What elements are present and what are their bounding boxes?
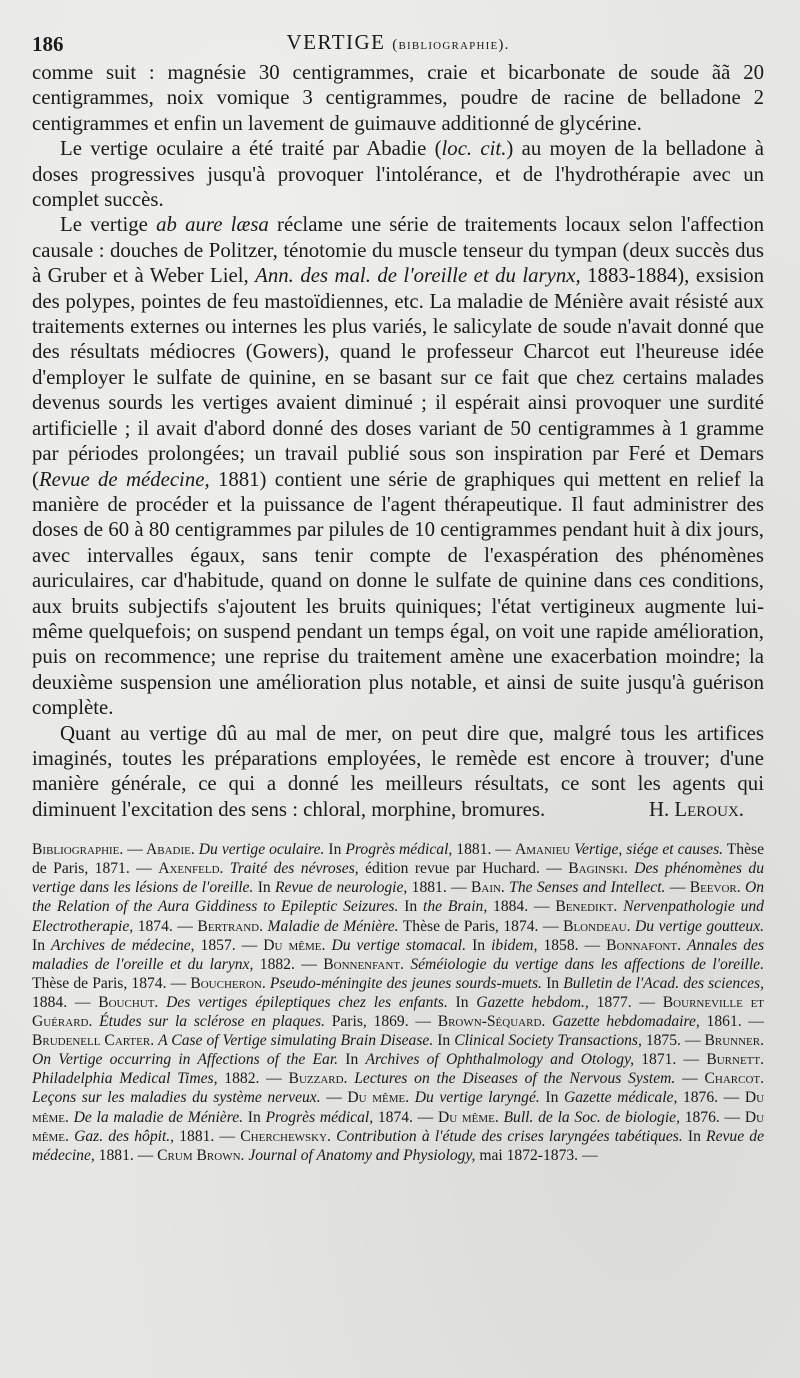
- bibliography-text: In: [324, 841, 346, 859]
- bibliography-journal: Archives de médecine,: [51, 936, 195, 954]
- paragraph-3: [32, 212, 764, 720]
- bibliography-journal: Clinical Society Transactions,: [454, 1032, 642, 1050]
- bibliography-title: Du vertige stomacal.: [331, 936, 467, 954]
- paragraph-4-text: Quant au vertige dû au mal de mer, on peut dire que, malgré tous les artifices imaginés, toutes les préparations employées, le remède est encore à trouver; d'une manière générale, ce qui a donné les meilleurs résultats, ce sont les agents qui diminuent l'excitation des sens : chloral, morphine, bromures.: [32, 721, 764, 821]
- bibliography-text: Thèse de Paris, 1871. —: [32, 841, 764, 878]
- bibliography-journal: Revue de neurologie,: [275, 879, 408, 897]
- bibliography-author: Blondeau.: [563, 917, 636, 935]
- bibliography-title: Gazette hebdomadaire,: [552, 1013, 700, 1031]
- bibliography-title: On Vertige occurring in Affections of the Ear.: [32, 1051, 339, 1069]
- bibliography-title: A Case of Vertige simulating Brain Disease.: [158, 1032, 434, 1050]
- bibliography-title: Du vertige oculaire.: [198, 841, 325, 859]
- bibliography-title: Vertige, siége et causes.: [574, 841, 724, 859]
- bibliography-author: Du même.: [437, 1108, 504, 1126]
- bibliography-entry: [146, 841, 515, 858]
- bibliography-title: Journal of Anatomy and Physiology,: [248, 1146, 476, 1164]
- bibliography-entry: [157, 1147, 597, 1164]
- bibliography-text: In: [398, 898, 423, 916]
- bibliography-title: Contribution à l'étude des crises laryngées tabétiques.: [336, 1127, 683, 1145]
- bibliography-text: 1861. —: [699, 1013, 764, 1031]
- running-title-subtitle: (bibliographie).: [392, 37, 510, 53]
- bibliography-author: Abadie.: [146, 841, 199, 859]
- bibliography-text: 1882. —: [217, 1070, 289, 1088]
- bibliography-text: 1876. —: [680, 1108, 745, 1126]
- bibliography-author: Crum Brown.: [157, 1146, 249, 1164]
- bibliography-text: édition revue par Huchard. —: [358, 860, 569, 878]
- running-head: [32, 28, 764, 60]
- bibliography-title: Du vertige goutteux.: [635, 917, 765, 935]
- author-signature: H. Leroux.: [649, 797, 744, 821]
- bibliography-author: Brunner.: [704, 1032, 764, 1050]
- bibliography-author: Amanieu: [514, 841, 575, 859]
- bibliography-text: 1881. —: [407, 879, 471, 897]
- bibliography-journal: Revue de médecine,: [32, 1127, 765, 1164]
- bibliography-entry: [32, 1032, 704, 1049]
- bibliography-journal: Progrès médical,: [345, 841, 453, 859]
- bibliography-text: 1877. —: [588, 993, 663, 1011]
- bibliography-author: Beevor.: [689, 879, 745, 897]
- bibliography-author: Du même.: [263, 936, 332, 954]
- bibliography-text: mai 1872-1873. —: [475, 1146, 598, 1164]
- bibliography-entry: [347, 1089, 744, 1106]
- bibliography-text: —: [665, 879, 690, 897]
- bibliography-text: 1881. —: [452, 841, 515, 859]
- bibliography-journal: ibidem,: [491, 936, 538, 954]
- bibliography-text: In: [541, 974, 564, 992]
- bibliography-entry: [289, 1070, 705, 1087]
- bibliography-text: In: [466, 936, 492, 954]
- bibliography-text: 1882. —: [253, 955, 324, 973]
- bibliography-entry: [98, 994, 663, 1011]
- bibliography-text: 1874. —: [373, 1108, 438, 1126]
- bibliography-entry: [438, 1109, 745, 1126]
- bibliography-text: In: [253, 879, 276, 897]
- bibliography-title: Lectures on the Diseases of the Nervous System.: [354, 1070, 676, 1088]
- bibliography-title: Études sur la sclérose en plaques.: [99, 1013, 325, 1031]
- bibliography-author: Axenfeld.: [158, 860, 230, 878]
- bibliography-title: Des vertiges épileptiques chez les enfants.: [166, 993, 448, 1011]
- bibliography-journal: Gazette hebdom.,: [476, 993, 589, 1011]
- paragraph-1: comme suit : magnésie 30 centigrammes, craie et bicarbonate de soude ãã 20 centigrammes, noix vomique 3 centigrammes, poudre de racine de belladone 2 centigrammes et enfin un lavement de guimauve additionné de glycérine.: [32, 61, 764, 135]
- paragraph-4: [32, 721, 764, 823]
- bibliography-author: Du même.: [347, 1089, 415, 1107]
- bibliography-text: —: [675, 1070, 705, 1088]
- running-title: [32, 30, 764, 55]
- page-number: 186: [32, 32, 64, 56]
- bibliography-text: In: [243, 1108, 266, 1126]
- bibliography-text: Thèse de Paris, 1874. —: [32, 974, 191, 992]
- paragraph-3-text-a: Le vertige: [60, 213, 157, 237]
- bibliography-text: 1884. —: [32, 993, 99, 1011]
- bibliography-author: Bonnenfant.: [323, 955, 411, 973]
- bibliography-entry: [438, 1013, 764, 1030]
- bibliography-author: Bourneville et Guérard.: [32, 993, 765, 1031]
- paragraph-2-italic: loc. cit.: [441, 137, 507, 161]
- running-title-main: VERTIGE: [286, 30, 386, 54]
- bibliography-title: Maladie de Ménière.: [267, 917, 399, 935]
- bibliography-text: In: [447, 993, 477, 1011]
- bibliography-journal: Bulletin de l'Acad. des sciences,: [563, 974, 764, 992]
- bibliography-journal: Archives of Ophthalmology and Otology,: [365, 1051, 635, 1069]
- bibliography-journal: the Brain,: [422, 898, 488, 916]
- bibliography-text: 1874. —: [133, 917, 198, 935]
- bibliography-author: Du même.: [32, 1089, 765, 1126]
- bibliography-entry: [197, 918, 563, 935]
- bibliography-author: Bonnafont.: [606, 936, 687, 954]
- bibliography-title: Du vertige laryngé.: [414, 1089, 540, 1107]
- bibliography-text: 1884. —: [487, 898, 556, 916]
- bibliography-author: Buzzard.: [288, 1070, 355, 1088]
- paragraph-3-italic-3: Revue de médecine,: [38, 467, 210, 491]
- bibliography-text: Paris, 1869. —: [324, 1013, 438, 1031]
- paragraph-2: [32, 136, 764, 212]
- bibliography-text: In: [539, 1089, 564, 1107]
- bibliography-author: Benedikt.: [555, 898, 624, 916]
- bibliography-title: Pseudo-méningite des jeunes sourds-muets.: [269, 974, 542, 992]
- bibliography-author: Brudenell Carter.: [32, 1032, 159, 1050]
- bibliography-title: De la maladie de Ménière.: [73, 1108, 244, 1126]
- bibliography-text: 1881. —: [174, 1127, 241, 1145]
- bibliography-text: 1876. —: [677, 1089, 745, 1107]
- bibliography-title: The Senses and Intellect.: [509, 879, 666, 897]
- bibliography-journal: Gazette médicale,: [563, 1089, 678, 1107]
- bibliography-text: In: [32, 936, 52, 954]
- bibliography-title: Annales des maladies de l'oreille et du larynx,: [32, 936, 765, 973]
- bibliography-journal: Progrès médical,: [265, 1108, 374, 1126]
- bibliography-text: —: [320, 1089, 348, 1107]
- bibliography-lead: Bibliographie. —: [32, 841, 147, 859]
- paragraph-3-italic-2: Ann. des mal. de l'oreille et du larynx,: [255, 264, 581, 288]
- bibliography-author: Cherchewsky.: [240, 1127, 337, 1145]
- bibliography-author: Boucheron.: [190, 974, 270, 992]
- bibliography-author: Du même.: [32, 1108, 765, 1145]
- bibliography-text: 1871. —: [634, 1051, 707, 1069]
- paragraph-2-text-a: Le vertige oculaire a été traité par Abadie (: [60, 137, 442, 161]
- bibliography-entry: [263, 937, 606, 954]
- bibliography-text: Thèse de Paris, 1874. —: [398, 917, 564, 935]
- bibliography-author: Bain.: [470, 879, 510, 897]
- paragraph-3-text-d: 1881) contient une série de graphiques qui mettent en relief la manière de procéder et la puissance de l'agent thérapeutique. Il faut administrer des doses de 60 à 80 centigrammes par pilules de 10 centigrammes pendant huit à dix jours, avec intervalles égaux, sans tenir compte de l'exaspération des phénomènes auriculaires, car d'habitude, quand on donne le sulfate de quinine dans ces conditions, aux bruits subjectifs s'ajoutent les bruits quiniques; l'état vertigineux augmente lui-même quelquefois; on suspend pendant un temps égal, on voit une rapide amélioration, puis on recommence; une reprise du traitement amène une exacerbation moindre; la deuxième suspension une amélioration plus notable, et ainsi de suite jusqu'à guérison complète.: [32, 467, 764, 720]
- bibliography-title: Traité des névroses,: [229, 860, 359, 878]
- bibliography-author: Brown-Séquard.: [437, 1013, 553, 1031]
- bibliography-title: Gaz. des hôpit.,: [74, 1127, 175, 1145]
- bibliography-title: Leçons sur les maladies du système nerveux.: [32, 1089, 321, 1107]
- bibliography-text: 1858. —: [537, 936, 607, 954]
- bibliography-title: Philadelphia Medical Times,: [32, 1070, 218, 1088]
- bibliography-title: Bull. de la Soc. de biologie,: [503, 1108, 680, 1126]
- body-text: [32, 60, 764, 822]
- bibliography-text: In: [338, 1051, 366, 1069]
- bibliography-text: 1881. —: [94, 1146, 158, 1164]
- bibliography-text: 1857. —: [194, 936, 264, 954]
- bibliography-entry: [158, 860, 568, 877]
- paragraph-2-text-b: ) au moyen de la belladone à doses progressives jusqu'à provoquer l'intolérance, et de l'hydrothérapie avec un complet succès.: [32, 137, 764, 212]
- bibliography-title: Séméiologie du vertige dans les affections de l'oreille.: [410, 955, 765, 973]
- bibliography-author: Bouchut.: [98, 993, 167, 1011]
- bibliography-text: 1875. —: [641, 1032, 705, 1050]
- bibliography-author: Bertrand.: [197, 917, 268, 935]
- paragraph-3-text-b: réclame une série de traitements locaux selon l'affection causale : douches de Politzer, ténotomie du muscle tenseur du tympan (deux succès dus à Gruber et à Weber Liel,: [32, 213, 765, 288]
- bibliography: [32, 840, 764, 1165]
- paragraph-3-text-c: 1883-1884), exsision des polypes, pointes de feu mastoïdiennes, etc. La maladie de Ménière avait résisté aux traitements externes ou internes les plus variés, le salicylate de soude n'avait donné que des résultats médiocres (Gowers), quand le professeur Charcot eut l'heureuse idée d'employer le sulfate de quinine, en se basant sur ce fait que chez certains malades devenus sourds les vertiges avaient diminué ; il espérait ainsi provoquer une surdité artificielle ; il avait d'abord donné des doses variant de 50 centigrammes à 1 gramme par périodes prolongées; un travail publié sous son inspiration par Feré et Demars (: [32, 264, 765, 491]
- bibliography-title: On the Relation of the Aura Giddiness to Epileptic Seizures.: [32, 879, 765, 916]
- bibliography-title: Des phénomènes du vertige dans les lésions de l'oreille.: [32, 860, 765, 897]
- bibliography-author: Baginski.: [568, 860, 635, 878]
- bibliography-author: Charcot.: [704, 1070, 765, 1088]
- bibliography-text: In: [433, 1032, 455, 1050]
- bibliography-title: Nervenpathologie und Electrotherapie,: [32, 898, 764, 935]
- paragraph-3-italic-1: ab aure læsa: [156, 213, 269, 237]
- bibliography-text: In: [682, 1127, 707, 1145]
- bibliography-entry: [471, 879, 690, 896]
- bibliography-author: Burnett.: [706, 1051, 765, 1069]
